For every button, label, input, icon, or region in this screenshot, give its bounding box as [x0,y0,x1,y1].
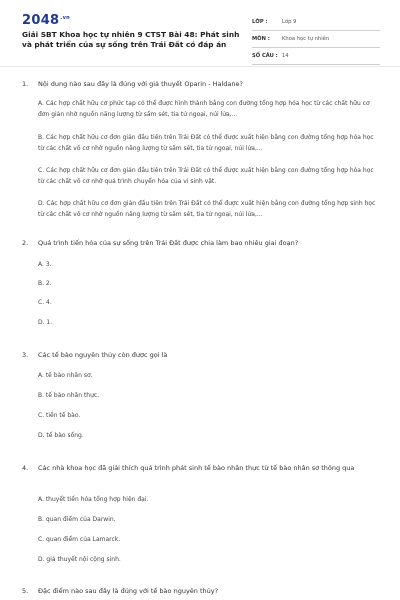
option-1b[interactable]: B. Các hợp chất hữu cơ đơn giản đầu tiên trên Trái Đất có thể được xuất hiện bằng con đường tổng hợp hóa học từ các chất vô cơ nhờ nguồn năng lượng từ sấm sét, tia tử ngoại, núi lửa,... [38,134,374,152]
meta-row-grade [252,14,380,31]
meta-key: MÔN : [252,36,270,42]
question-5 [22,586,378,597]
option-2d[interactable]: D. 1. [38,319,53,326]
option-3c[interactable]: C. tiền tế bào. [38,412,81,419]
question-text: Nội dung nào sau đây là đúng với giả thuyết Oparin - Haldane? [38,80,243,88]
option-1a[interactable]: A. Các hợp chất hữu cơ phức tạp có thể được hình thành bằng con đường tổng hợp hóa học từ các chất hữu cơ đơn giản nhờ nguồn năng lượng từ sấm sét, tia tử ngoại, núi lửa,... [38,100,370,118]
site-logo[interactable] [22,13,70,28]
page-header [0,0,400,64]
option-2b[interactable]: B. 2. [38,280,52,287]
logo-text: 2048 [22,13,60,28]
question-2 [22,238,378,249]
question-text: Quá trình tiến hóa của sự sống trên Trái Đất được chia làm bao nhiêu giai đoạn? [38,239,299,247]
meta-row-count [252,48,380,65]
question-3 [22,350,378,361]
question-number: 4. [22,464,29,472]
logo-suffix: .vn [60,14,71,21]
meta-key: SỐ CÂU : [252,53,278,59]
question-number: 1. [22,80,29,88]
question-1 [22,79,378,90]
option-2c[interactable]: C. 4. [38,299,52,306]
meta-key: LỚP : [252,19,268,25]
option-2a[interactable]: A. 3. [38,261,52,268]
page-title: Giải SBT Khoa học tự nhiên 9 CTST Bài 48: Phát sinh và phát triển của sự sống trên Trái Đất có đáp án [22,30,240,49]
option-1c[interactable]: C. Các hợp chất hữu cơ đơn giản đầu tiên trên Trái Đất có thể được xuất hiện bằng con đường tổng hợp hóa học từ các chất vô cơ nhờ quá trình chuyển hóa của vi sinh vật. [38,167,374,185]
header-divider [0,66,400,67]
option-4c[interactable]: C. quan điểm của Lamarck. [38,536,121,543]
option-1d[interactable]: D. Các hợp chất hữu cơ đơn giản đầu tiên trên Trái Đất có thể được xuất hiện bằng con đường tổng hợp sinh học từ các chất vô cơ nhờ nguồn năng lượng từ sấm sét, tia tử ngoại, núi lửa,... [38,200,376,218]
option-4d[interactable]: D. giả thuyết nội cộng sinh. [38,556,121,563]
question-4 [22,463,378,474]
option-4a[interactable]: A. thuyết tiến hóa tổng hợp hiện đại. [38,496,149,503]
question-number: 5. [22,587,29,595]
question-number: 2. [22,239,29,247]
option-3d[interactable]: D. tế bào sống. [38,432,84,439]
question-text: Các nhà khoa học đã giải thích quá trình phát sinh tế bào nhân thực từ tế bào nhân sơ thông qua [38,464,355,472]
meta-table [252,14,380,65]
option-4b[interactable]: B. quan điểm của Darwin. [38,516,116,523]
meta-value: 14 [282,53,289,59]
option-3a[interactable]: A. tế bào nhân sơ. [38,372,93,379]
question-text: Các tế bào nguyên thủy còn được gọi là [38,351,168,359]
meta-value: Lớp 9 [282,19,297,25]
question-number: 3. [22,351,29,359]
question-text: Đặc điểm nào sau đây là đúng với tế bào nguyên thủy? [38,587,219,595]
meta-value: Khoa học tự nhiên [282,36,330,42]
meta-row-subject [252,31,380,48]
option-3b[interactable]: B. tế bào nhân thực. [38,392,100,399]
